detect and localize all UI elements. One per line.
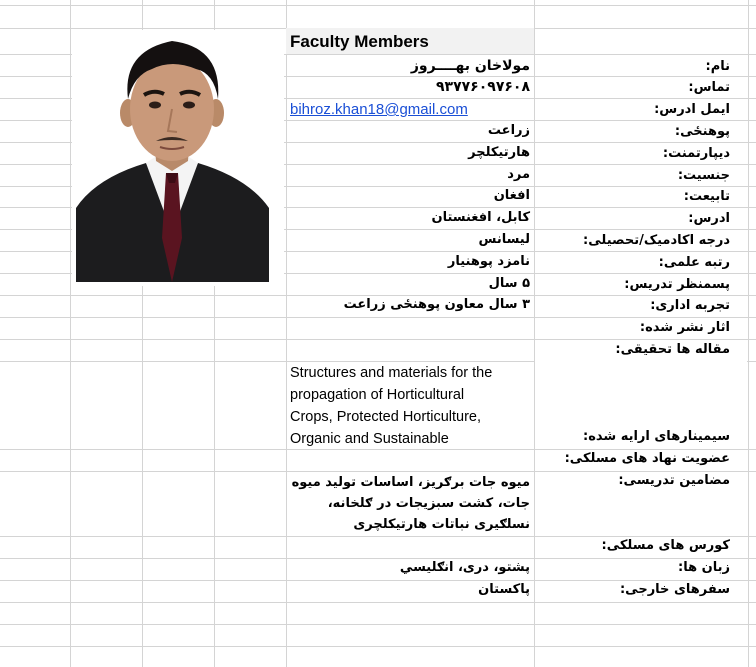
email-link[interactable]: bihroz.khan18@gmail.com [290,101,468,118]
subjects-line: میوه جات برګریز، اساسات تولید میوه [291,475,530,490]
label-department: دیپارتمنت: [662,146,730,161]
label-admin: تجربه اداری: [650,298,730,313]
label-travel: سفرهای خارجی: [619,582,730,597]
label-seminars: سیمینارهای ارایه شده: [583,429,730,444]
label-memberships: عضویت نهاد های مسلکی: [564,451,730,466]
value-teaching[interactable]: ۵ سال [488,276,530,291]
value-gender[interactable]: مرد [507,167,530,182]
value-address[interactable]: کابل، افغنستان [431,210,530,225]
page-title: Faculty Members [290,32,429,51]
label-nationality: تابیعت: [683,189,730,204]
label-publications: اثار نشر شده: [639,320,730,335]
label-gender: جنسیت: [677,168,730,183]
profile-photo [76,33,269,282]
label-faculty: پوهنځی: [674,124,730,139]
seminars-line: Crops, Protected Horticulture, [290,409,481,425]
seminars-line: propagation of Horticultural [290,387,465,403]
value-faculty[interactable]: زراعت [487,123,530,138]
label-articles: مقاله ها تحقیقی: [615,342,730,357]
subjects-value[interactable] [290,472,530,535]
label-teaching: پسمنظر تدریس: [624,277,730,292]
subjects-line: نسلګیری نباتات هارتیکلچری [353,517,530,532]
label-rank: رتبه علمی: [658,255,730,270]
label-email: ایمل ادرس: [654,102,730,117]
value-department[interactable]: هارتیکلچر [468,145,530,160]
label-address: ادرس: [688,211,730,226]
label-courses: کورس های مسلکی: [601,538,730,553]
value-languages[interactable]: پشتو، دری، انګلیسي [399,560,530,575]
value-nationality[interactable]: افغان [493,188,530,203]
label-name: نام: [705,59,730,74]
value-travel[interactable]: پاکستان [478,582,530,597]
seminars-value[interactable] [290,362,530,450]
label-degree: درجه اکادمیک/تحصیلی: [583,233,730,248]
seminars-line: Structures and materials for the [290,365,493,381]
subjects-line: جات، کشت سبزیجات در ګلخانه، [327,496,530,511]
seminars-line: Organic and Sustainable [290,431,449,447]
value-name[interactable]: مولاخان بهــــروز [410,58,530,74]
label-subjects: مضامین تدریسی: [618,473,730,488]
value-admin[interactable]: ۳ سال معاون پوهنځی زراعت [343,297,530,312]
label-contact: تماس: [688,80,730,95]
label-languages: زبان ها: [678,560,730,575]
person-portrait-icon [76,33,269,282]
value-contact[interactable]: ۹۳۷۷۶۰۹۷۶۰۸ [436,79,530,95]
value-degree[interactable]: لیسانس [478,232,530,247]
value-rank[interactable]: نامزد پوهنیار [447,254,530,269]
